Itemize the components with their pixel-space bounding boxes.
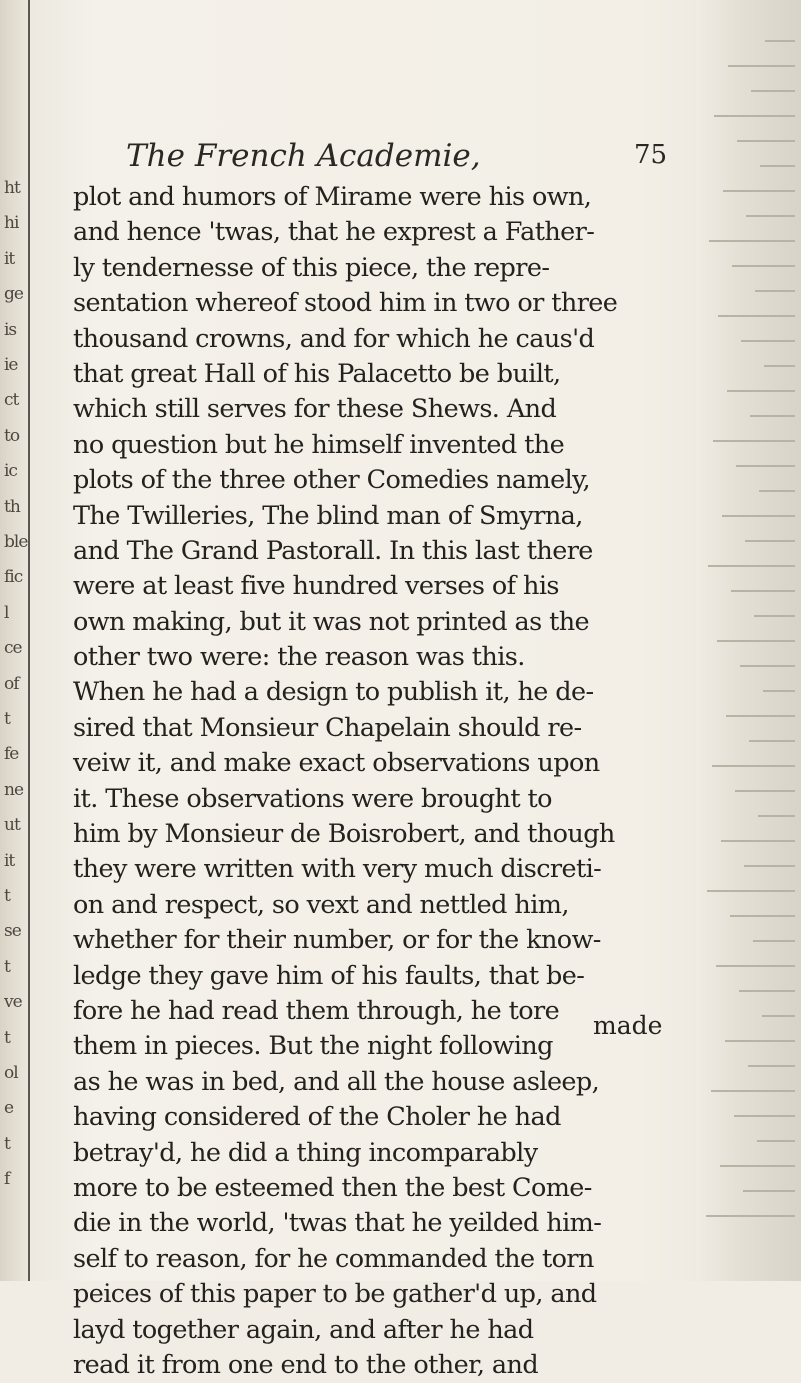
text-line: ledge they gave him of his faults, that be- bbox=[73, 960, 585, 991]
text-line: having considered of the Choler he had bbox=[73, 1102, 561, 1133]
body-text bbox=[73, 180, 663, 1383]
bleed-line bbox=[731, 590, 795, 592]
bleed-line bbox=[735, 790, 795, 792]
bleed-line bbox=[745, 540, 795, 542]
text-line: ly tendernesse of this piece, the repre- bbox=[73, 252, 550, 283]
gutter-fragment: ne bbox=[4, 779, 24, 800]
gutter-fragment: se bbox=[4, 921, 21, 942]
bleed-line bbox=[762, 1015, 795, 1017]
text-line: layd together again, and after he had bbox=[73, 1314, 534, 1345]
bleed-line bbox=[734, 1115, 795, 1117]
gutter-fragment: to bbox=[4, 425, 20, 446]
bleed-line bbox=[727, 390, 795, 392]
bleed-line bbox=[755, 290, 795, 292]
gutter-fragment: ic bbox=[4, 461, 17, 482]
bleed-line bbox=[706, 1215, 795, 1217]
text-line: him by Monsieur de Boisrobert, and though bbox=[73, 819, 615, 850]
text-line: and hence 'twas, that he exprest a Father- bbox=[73, 217, 595, 248]
gutter-fragment: l bbox=[4, 602, 9, 623]
gutter-fragment: fic bbox=[4, 567, 23, 588]
catchword: made bbox=[593, 1011, 663, 1040]
previous-page-bleed bbox=[0, 0, 30, 1281]
bleed-line bbox=[753, 940, 795, 942]
text-line: read it from one end to the other, and bbox=[73, 1349, 539, 1380]
gutter-fragment: fe bbox=[4, 744, 19, 765]
bleed-line bbox=[754, 615, 795, 617]
text-line: no question but he himself invented the bbox=[73, 429, 565, 460]
text-line: The Twilleries, The blind man of Smyrna, bbox=[73, 500, 583, 531]
bleed-line bbox=[763, 690, 795, 692]
bleed-line bbox=[730, 915, 795, 917]
bleed-line bbox=[720, 1165, 795, 1167]
bleed-line bbox=[748, 1065, 795, 1067]
text-line: them in pieces. But the night following bbox=[73, 1031, 553, 1062]
gutter-fragment: t bbox=[4, 1133, 10, 1154]
text-line: they were written with very much discreti- bbox=[73, 854, 602, 885]
bleed-line bbox=[711, 1090, 795, 1092]
bleed-line bbox=[749, 740, 795, 742]
bleed-line bbox=[736, 465, 795, 467]
gutter-fragment: ve bbox=[4, 992, 22, 1013]
bleed-line bbox=[743, 1190, 795, 1192]
text-line: sentation whereof stood him in two or three bbox=[73, 288, 618, 319]
gutter-fragment: t bbox=[4, 886, 10, 906]
text-line: which still serves for these Shews. And bbox=[73, 394, 557, 425]
gutter-fragment: of bbox=[4, 673, 19, 694]
bleed-line bbox=[725, 1040, 795, 1042]
gutter-fragment: is bbox=[4, 319, 17, 340]
text-line: self to reason, for he commanded the torn bbox=[73, 1243, 594, 1274]
gutter-fragment: t bbox=[4, 709, 10, 729]
gutter-fragment: ct bbox=[4, 390, 19, 411]
bleed-line bbox=[723, 190, 795, 192]
text-line: When he had a design to publish it, he de- bbox=[73, 677, 594, 708]
gutter-fragment: t bbox=[4, 1027, 10, 1048]
bleed-line bbox=[740, 665, 795, 667]
text-line: betray'd, he did a thing incomparably bbox=[73, 1137, 538, 1168]
text-line: veiw it, and make exact observations upon bbox=[73, 748, 600, 779]
text-line: and The Grand Pastorall. In this last there bbox=[73, 535, 593, 566]
text-line: thousand crowns, and for which he caus'd bbox=[73, 323, 595, 354]
bleed-line bbox=[712, 765, 795, 767]
bleed-line bbox=[764, 365, 795, 367]
text-line: as he was in bed, and all the house asleep, bbox=[73, 1066, 600, 1097]
text-line: more to be esteemed then the best Come- bbox=[73, 1172, 592, 1203]
text-line: peices of this paper to be gather'd up, and bbox=[73, 1279, 597, 1310]
bleed-line bbox=[714, 115, 795, 117]
text-line: fore he had read them through, he tore bbox=[73, 995, 560, 1026]
gutter-fragment: t bbox=[4, 956, 10, 977]
bleed-line bbox=[718, 315, 795, 317]
bleed-line bbox=[737, 140, 795, 142]
bleed-line bbox=[759, 490, 795, 492]
bleed-line bbox=[722, 515, 795, 517]
bleed-line bbox=[708, 565, 795, 567]
bleed-line bbox=[757, 1140, 795, 1142]
gutter-fragment: e bbox=[4, 1098, 14, 1119]
text-line: that great Hall of his Palacetto be built, bbox=[73, 358, 561, 389]
gutter-fragment: ge bbox=[4, 284, 23, 305]
bleed-line bbox=[751, 90, 795, 92]
gutter-fragment: ce bbox=[4, 638, 22, 659]
text-line: other two were: the reason was this. bbox=[73, 642, 525, 673]
bleed-line bbox=[721, 840, 795, 842]
text-line: own making, but it was not printed as the bbox=[73, 606, 590, 637]
gutter-fragment: ht bbox=[4, 178, 20, 198]
bleed-line bbox=[739, 990, 795, 992]
bleed-line bbox=[744, 865, 795, 867]
page-number: 75 bbox=[634, 140, 668, 170]
gutter-fragment: ble bbox=[4, 532, 28, 552]
bleed-line bbox=[728, 65, 795, 67]
text-line: plot and humors of Mirame were his own, bbox=[73, 182, 592, 212]
text-line: whether for their number, or for the know- bbox=[73, 925, 601, 956]
text-line: it. These observations were brought to bbox=[73, 783, 552, 814]
bleed-line bbox=[758, 815, 795, 817]
bleed-line bbox=[750, 415, 795, 417]
bleed-line bbox=[760, 165, 795, 167]
text-line: sired that Monsieur Chapelain should re- bbox=[73, 712, 582, 743]
gutter-fragment: th bbox=[4, 496, 20, 517]
gutter-fragment: ie bbox=[4, 355, 18, 375]
next-page-bleed bbox=[696, 0, 801, 1281]
gutter-fragment: f bbox=[4, 1169, 10, 1190]
bleed-line bbox=[741, 340, 795, 342]
bleed-line bbox=[746, 215, 795, 217]
bleed-line bbox=[716, 965, 795, 967]
bleed-line bbox=[707, 890, 795, 892]
text-line: plots of the three other Comedies namely, bbox=[73, 465, 591, 496]
bleed-line bbox=[765, 40, 795, 42]
gutter-fragment: it bbox=[4, 248, 15, 269]
gutter-fragment: it bbox=[4, 850, 15, 871]
text-line: were at least five hundred verses of his bbox=[73, 571, 559, 602]
text-line: on and respect, so vext and nettled him, bbox=[73, 889, 569, 920]
bleed-line bbox=[717, 640, 795, 642]
running-head: The French Academie, bbox=[126, 138, 481, 174]
gutter-fragment: hi bbox=[4, 213, 19, 234]
text-line: die in the world, 'twas that he yeilded him- bbox=[73, 1208, 602, 1239]
bleed-line bbox=[709, 240, 795, 242]
gutter-fragment: ol bbox=[4, 1063, 18, 1083]
gutter-fragment: ut bbox=[4, 815, 20, 836]
bleed-line bbox=[713, 440, 795, 442]
bleed-line bbox=[732, 265, 795, 267]
bleed-line bbox=[726, 715, 795, 717]
